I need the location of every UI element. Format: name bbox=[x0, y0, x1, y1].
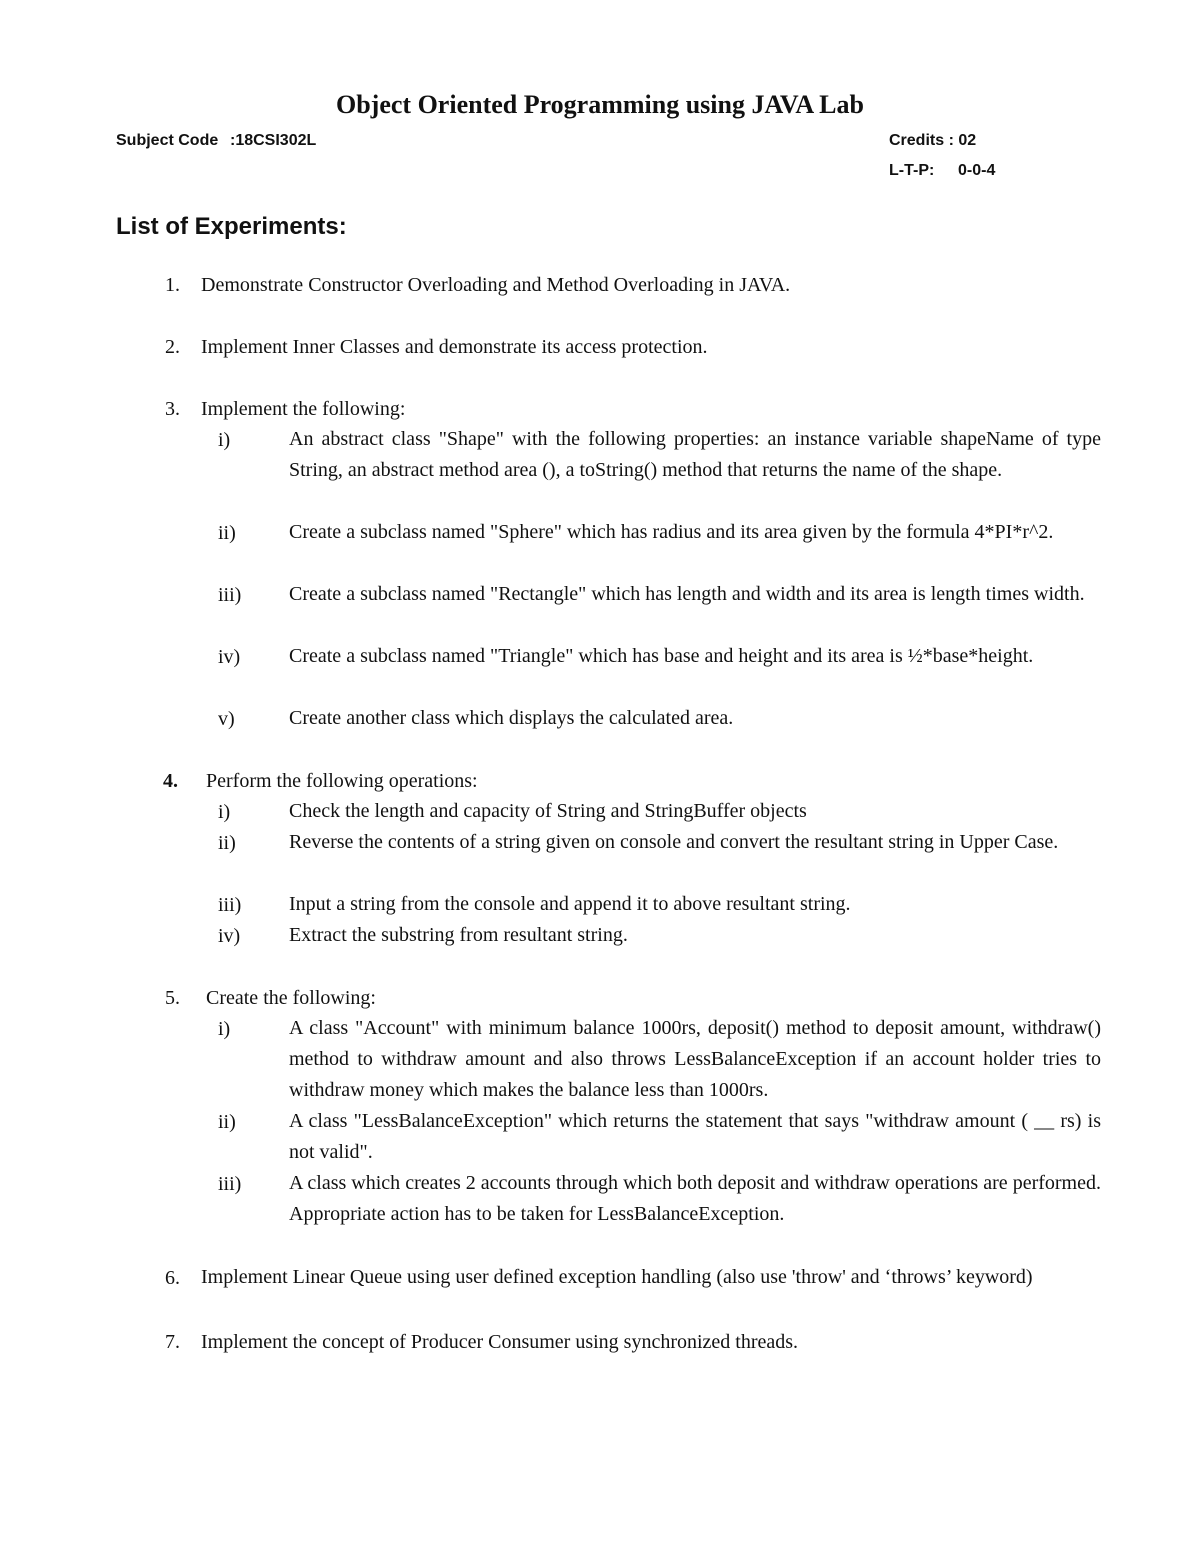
list-heading: List of Experiments: bbox=[116, 213, 347, 240]
sub-item-text: Create a subclass named "Triangle" which has base and height and its area is ½*base*height. bbox=[289, 645, 1034, 667]
sub-item-number: i) bbox=[218, 429, 231, 451]
experiment-text: Create the following: bbox=[206, 987, 376, 1009]
sub-item-text: Create another class which displays the calculated area. bbox=[289, 707, 734, 729]
experiment-number: 1. bbox=[165, 274, 180, 296]
subject-code-value: :18CSI302L bbox=[230, 132, 317, 149]
experiment-text: Perform the following operations: bbox=[206, 770, 478, 792]
sub-item-number: ii) bbox=[218, 1111, 236, 1133]
sub-item-text: An abstract class "Shape" with the following properties: an instance variable shapeName of type String, an abstract method area (), a toString() method that returns the name of the shape. bbox=[289, 428, 1101, 481]
sub-item-text: A class "LessBalanceException" which returns the statement that says "withdraw amount ( __ rs) is not valid". bbox=[289, 1110, 1101, 1163]
ltp-value: 0-0-4 bbox=[958, 162, 996, 179]
experiment-text: Implement Linear Queue using user defined exception handling (also use 'throw' and ‘throws’ keyword) bbox=[201, 1266, 1033, 1288]
sub-item-text: A class which creates 2 accounts through which both deposit and withdraw operations are performed. Appropriate action has to be taken for LessBalanceException. bbox=[289, 1172, 1101, 1225]
experiment-text: Implement Inner Classes and demonstrate its access protection. bbox=[201, 336, 708, 358]
sub-item-number: i) bbox=[218, 1018, 231, 1040]
ltp-label: L-T-P: bbox=[889, 162, 935, 179]
sub-item-text: Reverse the contents of a string given on console and convert the resultant string in Upper Case. bbox=[289, 831, 1059, 853]
sub-item-number: iv) bbox=[218, 646, 241, 668]
sub-item-number: iii) bbox=[218, 894, 242, 916]
experiment-number: 3. bbox=[165, 398, 180, 420]
experiment-number: 6. bbox=[165, 1267, 180, 1289]
credits-text: Credits : 02 bbox=[889, 132, 977, 149]
subject-code-label: Subject Code bbox=[116, 132, 219, 149]
sub-item-number: v) bbox=[218, 708, 235, 730]
sub-item-number: ii) bbox=[218, 832, 236, 854]
sub-item-text: Input a string from the console and append it to above resultant string. bbox=[289, 893, 851, 915]
experiment-number: 4. bbox=[163, 770, 178, 792]
sub-item-number: iv) bbox=[218, 925, 241, 947]
document-title: Object Oriented Programming using JAVA Lab bbox=[336, 90, 864, 119]
experiment-text: Implement the following: bbox=[201, 398, 406, 420]
sub-item-number: i) bbox=[218, 801, 231, 823]
experiment-number: 2. bbox=[165, 336, 180, 358]
experiment-number: 5. bbox=[165, 987, 180, 1009]
experiment-text: Implement the concept of Producer Consumer using synchronized threads. bbox=[201, 1331, 799, 1353]
experiment-text: Demonstrate Constructor Overloading and Method Overloading in JAVA. bbox=[201, 274, 791, 296]
sub-item-text: A class "Account" with minimum balance 1000rs, deposit() method to deposit amount, withdraw() method to withdraw amount and also throws LessBalanceException if an account holder tries to withdraw money which makes the balance less than 1000rs. bbox=[289, 1017, 1101, 1101]
sub-item-number: iii) bbox=[218, 1173, 242, 1195]
sub-item-text: Create a subclass named "Rectangle" which has length and width and its area is length times width. bbox=[289, 583, 1085, 605]
sub-item-number: iii) bbox=[218, 584, 242, 606]
sub-item-number: ii) bbox=[218, 522, 236, 544]
experiment-number: 7. bbox=[165, 1331, 180, 1353]
sub-item-text: Create a subclass named "Sphere" which has radius and its area given by the formula 4*PI*r^2. bbox=[289, 521, 1054, 543]
sub-item-text: Check the length and capacity of String and StringBuffer objects bbox=[289, 800, 807, 822]
sub-item-text: Extract the substring from resultant string. bbox=[289, 924, 628, 946]
